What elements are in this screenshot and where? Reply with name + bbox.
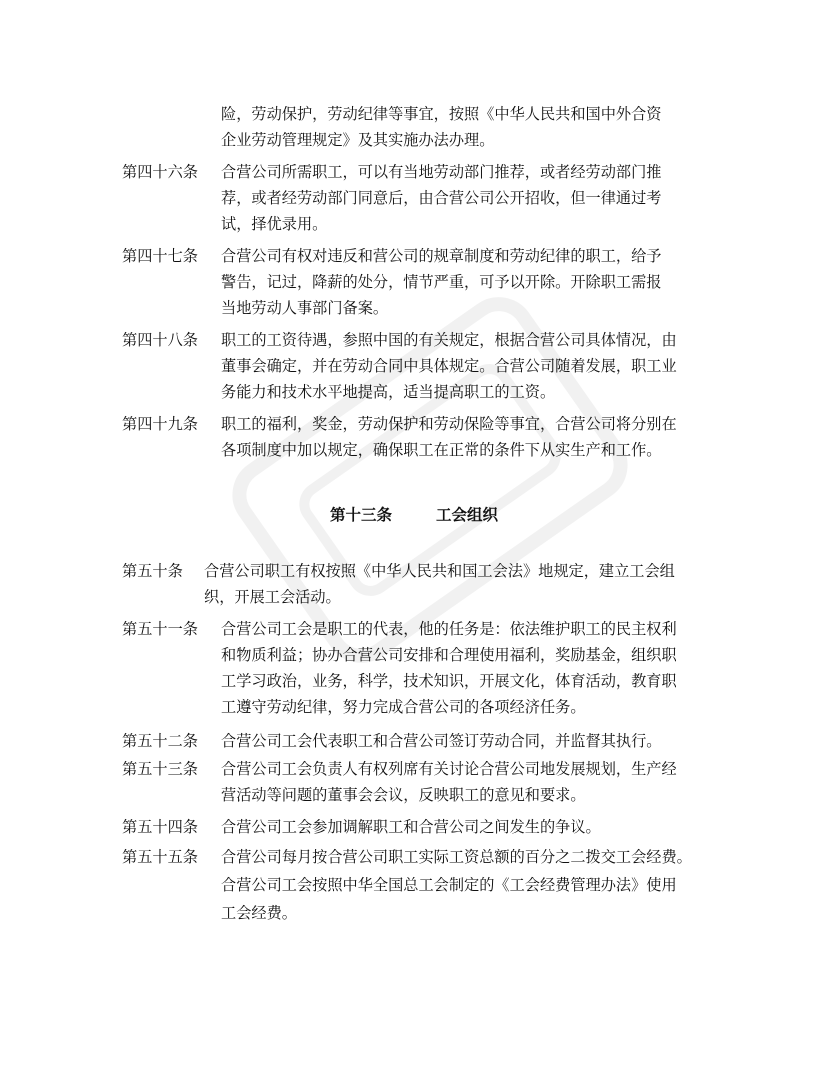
article-text-line: 合营公司工会代表职工和合营公司签订劳动合同，并监督其执行。 — [221, 732, 662, 750]
article-text-line: 织，开展工会活动。 — [204, 588, 341, 606]
article-text-line: 董事会确定，并在劳动合同中具体规定。合营公司随着发展，职工业 — [221, 357, 677, 375]
article-text-line: 合营公司工会是职工的代表，他的任务是：依法维护职工的民主权利 — [221, 620, 677, 638]
continuation-line: 企业劳动管理规定》及其实施办法办理。 — [221, 131, 495, 149]
article-text-line: 合营公司职工有权按照《中华人民共和国工会法》地规定，建立工会组 — [204, 562, 675, 580]
article-text-line: 合营公司所需职工，可以有当地劳动部门推荐，或者经劳动部门推 — [221, 163, 662, 181]
article-label: 第四十七条 — [122, 247, 198, 265]
article-label: 第五十二条 — [122, 732, 198, 750]
article-label: 第五十一条 — [122, 620, 198, 638]
article-text-line: 工遵守劳动纪律，努力完成合营公司的各项经济任务。 — [221, 698, 586, 716]
article-label: 第五十三条 — [122, 760, 198, 778]
article-text-line: 营活动等问题的董事会会议，反映职工的意见和要求。 — [221, 786, 586, 804]
article-label: 第四十九条 — [122, 415, 198, 433]
article-label: 第四十八条 — [122, 331, 198, 349]
article-text-line: 合营公司工会负责人有权列席有关讨论合营公司地发展规划，生产经 — [221, 760, 677, 778]
article-text-line: 合营公司工会按照中华全国总工会制定的《工会经费管理办法》使用 — [221, 876, 677, 894]
article-label: 第五十四条 — [122, 818, 198, 836]
article-text-line: 工学习政治，业务，科学，技术知识，开展文化，体育活动，教育职 — [221, 672, 677, 690]
article-text-line: 职工的工资待遇，参照中国的有关规定，根据合营公司具体情况，由 — [221, 331, 677, 349]
article-text-line: 和物质利益；协办合营公司安排和合理使用福利，奖励基金，组织职 — [221, 646, 677, 664]
article-text-line: 合营公司工会参加调解职工和合营公司之间发生的争议。 — [221, 818, 601, 836]
article-label: 第五十五条 — [122, 848, 198, 866]
article-text-line: 合营公司有权对违反和营公司的规章制度和劳动纪律的职工，给予 — [221, 247, 662, 265]
article-text-line: 职工的福利，奖金，劳动保护和劳动保险等事宜，合营公司将分别在 — [221, 415, 677, 433]
article-label: 第五十条 — [122, 562, 183, 580]
article-text-line: 试，择优录用。 — [221, 215, 328, 233]
article-text-line: 合营公司每月按合营公司职工实际工资总额的百分之二拨交工会经费。 — [221, 848, 692, 866]
article-text-line: 务能力和技术水平地提高，适当提高职工的工资。 — [221, 383, 556, 401]
article-text-line: 各项制度中加以规定，确保职工在正常的条件下从实生产和工作。 — [221, 441, 662, 459]
article-text-line: 荐，或者经劳动部门同意后，由合营公司公开招收，但一律通过考 — [221, 189, 662, 207]
article-text-line: 警告，记过，降薪的处分，情节严重，可予以开除。开除职工需报 — [221, 273, 662, 291]
section-number: 第十三条 — [330, 505, 393, 524]
section-title: 工会组织 — [436, 505, 499, 524]
article-text-line: 当地劳动人事部门备案。 — [221, 299, 389, 317]
continuation-line: 险，劳动保护，劳动纪律等事宜，按照《中华人民共和国中外合资 — [221, 105, 662, 123]
article-label: 第四十六条 — [122, 163, 198, 181]
article-text-line: 工会经费。 — [221, 904, 297, 922]
